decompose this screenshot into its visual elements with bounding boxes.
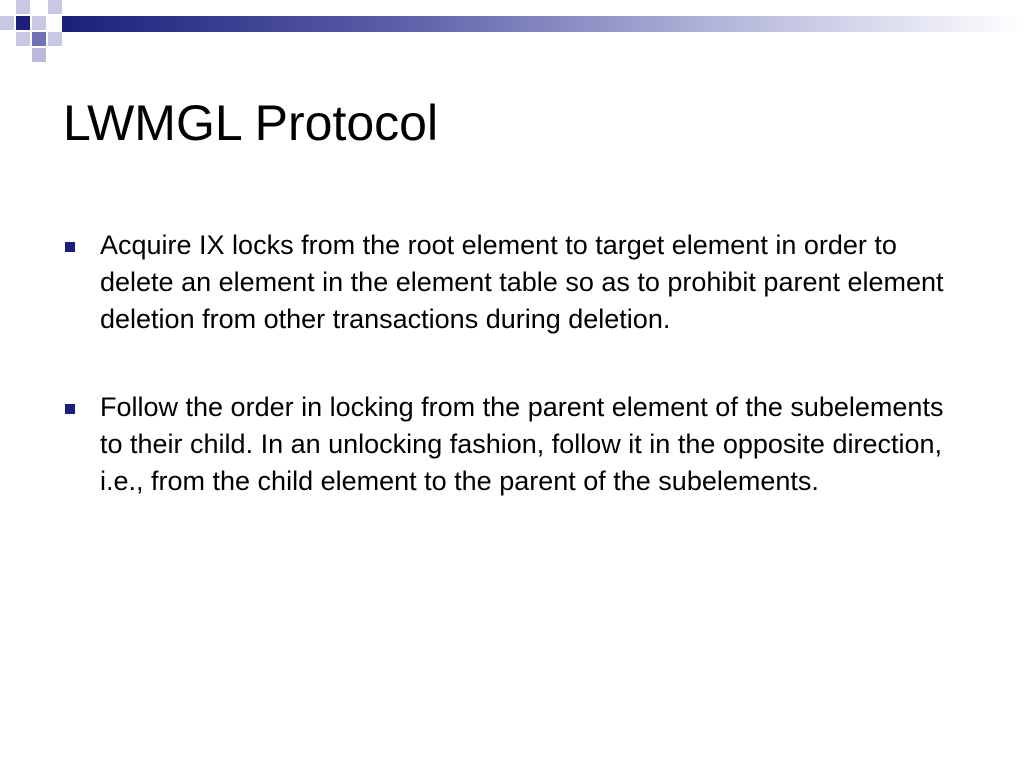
header-square — [48, 16, 62, 30]
header-square — [48, 0, 62, 14]
square-bullet-icon — [65, 242, 75, 252]
header-square — [16, 32, 30, 46]
header-square — [16, 0, 30, 14]
bullet-item — [62, 227, 962, 338]
bullet-text: Follow the order in locking from the parent element of the subelements to their child. In an unlocking fashion, follow it in the opposite direction, i.e., from the child element to the parent of the subelements. — [100, 392, 944, 496]
header-gradient-strip — [62, 16, 1024, 32]
header-square — [0, 0, 14, 14]
header-decoration-graphic — [0, 0, 1024, 62]
header-square — [16, 16, 30, 30]
square-bullet-icon — [65, 404, 75, 414]
header-square — [0, 16, 14, 30]
header-square — [32, 16, 46, 30]
header-square — [32, 48, 46, 62]
header-square — [48, 32, 62, 46]
header-square — [32, 32, 46, 46]
slide-title: LWMGL Protocol — [63, 95, 439, 151]
bullet-item — [62, 389, 962, 500]
bullet-text: Acquire IX locks from the root element to target element in order to delete an element in the element table so as to prohibit parent element deletion from other transactions during deletion. — [100, 230, 944, 334]
header-decoration — [0, 0, 1024, 62]
bullet-list — [62, 227, 962, 500]
